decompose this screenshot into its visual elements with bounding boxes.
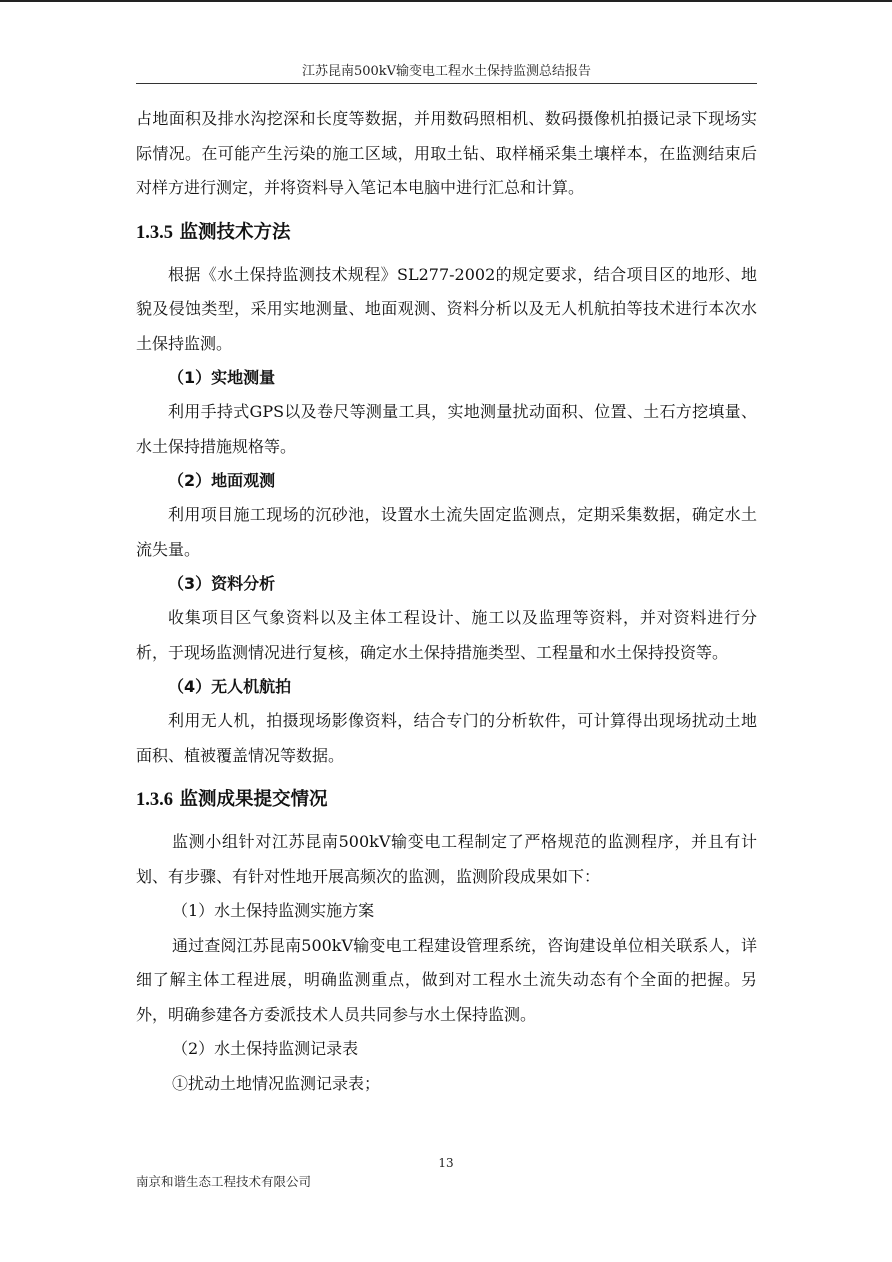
footer-company: 南京和谐生态工程技术有限公司	[136, 1174, 312, 1189]
method-paragraph-ground-observation: 利用项目施工现场的沉砂池，设置水土流失固定监测点，定期采集数据，确定水土流失量。	[136, 505, 757, 559]
section-number: 1.3.6	[136, 790, 173, 810]
method-heading-field-measurement: （1）实地测量	[168, 368, 276, 387]
running-header: 江苏昆南500kV输变电工程水土保持监测总结报告	[301, 64, 592, 79]
section-intro-paragraph: 根据《水土保持监测技术规程》SL277-2002的规定要求，结合项目区的地形、地貌及侵蚀类型，采用实地测量、地面观测、资料分析以及无人机航拍等技术进行本次水土保持监测。	[136, 264, 757, 353]
page-number: 13	[438, 1156, 454, 1170]
result-heading-record-tables: （2）水土保持监测记录表	[172, 1039, 359, 1058]
method-heading-drone-photography: （4）无人机航拍	[168, 677, 292, 696]
page-top-border	[0, 0, 892, 2]
result-list-item: ①扰动土地情况监测记录表；	[172, 1073, 381, 1093]
section-title: 监测成果提交情况	[179, 789, 328, 810]
result-heading-implementation-plan: （1）水土保持监测实施方案	[172, 901, 375, 920]
method-paragraph-field-measurement: 利用手持式GPS以及卷尺等测量工具，实地测量扰动面积、位置、土石方挖填量、水土保持措施规格等。	[136, 402, 757, 456]
page-body	[136, 102, 757, 1101]
method-heading-data-analysis: （3）资料分析	[168, 574, 276, 593]
header-divider	[136, 83, 757, 84]
method-paragraph-data-analysis: 收集项目区气象资料以及主体工程设计、施工以及监理等资料，并对资料进行分析，于现场监测情况进行复核，确定水土保持措施类型、工程量和水土保持投资等。	[136, 608, 757, 662]
section-title: 监测技术方法	[179, 221, 291, 243]
paragraph-continued: 占地面积及排水沟挖深和长度等数据，并用数码照相机、数码摄像机拍摄记录下现场实际情况。在可能产生污染的施工区域，用取土钻、取样桶采集土壤样本，在监测结束后对样方进行测定，并将资料导入笔记本电脑中进行汇总和计算。	[136, 109, 757, 197]
section-intro-paragraph: 监测小组针对江苏昆南500kV输变电工程制定了严格规范的监测程序，并且有计划、有步骤、有针对性地开展高频次的监测，监测阶段成果如下：	[136, 832, 757, 886]
method-paragraph-drone-photography: 利用无人机，拍摄现场影像资料，结合专门的分析软件，可计算得出现场扰动土地面积、植被覆盖情况等数据。	[136, 711, 757, 765]
result-paragraph-implementation-plan: 通过查阅江苏昆南500kV输变电工程建设管理系统，咨询建设单位相关联系人，详细了解主体工程进展，明确监测重点，做到对工程水土流失动态有个全面的把握。另外，明确参建各方委派技术人员共同参与水土保持监测。	[136, 935, 757, 1024]
section-heading-1-3-5	[136, 214, 757, 252]
section-number: 1.3.5	[136, 222, 173, 243]
section-heading-1-3-6	[136, 781, 757, 819]
method-heading-ground-observation: （2）地面观测	[168, 471, 276, 490]
